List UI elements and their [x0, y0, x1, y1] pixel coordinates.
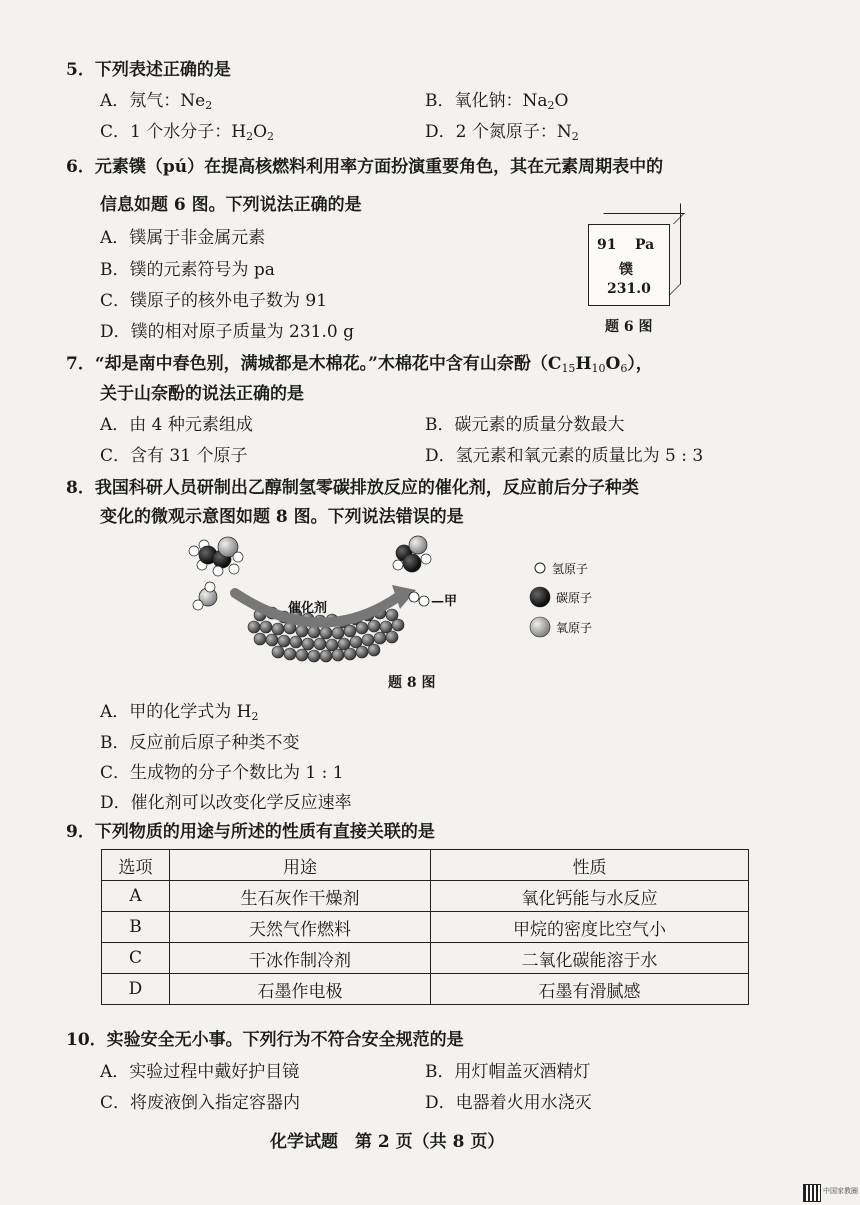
q9-stem: 9．下列物质的用途与所述的性质有直接关联的是	[66, 822, 435, 842]
table-cell: 氧化钙能与水反应	[431, 881, 749, 912]
atom-legend	[530, 562, 592, 637]
carbon-legend-icon	[530, 587, 550, 607]
table-header-row	[102, 850, 749, 881]
element-atomic-mass: 231.0	[607, 281, 651, 297]
q5-option-c: C．1 个水分子：$H_2O_2$	[100, 122, 274, 143]
q6-option-b: B．镤的元素符号为 pa	[100, 260, 275, 280]
q7-stem-line2: 关于山奈酚的说法正确的是	[100, 384, 304, 404]
table-header-property: 性质	[431, 850, 749, 881]
water-molecule	[193, 582, 217, 610]
q9-table	[101, 849, 749, 1005]
q7-option-d: D．氢元素和氧元素的质量比为 5 : 3	[425, 446, 704, 466]
element-atomic-number: 91	[597, 237, 617, 253]
qr-code-icon	[803, 1184, 821, 1202]
q8-option-d: D．催化剂可以改变化学反应速率	[100, 793, 352, 813]
q6-option-a: A．镤属于非金属元素	[100, 228, 266, 248]
page-footer: 化学试题 第 2 页（共 8 页）	[270, 1132, 505, 1152]
q5-option-d: D．2 个氮原子：$N_2$	[425, 122, 579, 143]
q8-option-a: A．甲的化学式为 $H_2$	[100, 702, 259, 723]
table-row	[102, 881, 749, 912]
q8-option-c: C．生成物的分子个数比为 1 : 1	[100, 763, 344, 783]
q5-option-a: A．氖气：$Ne_2$	[100, 91, 213, 112]
element-name: 镤	[619, 262, 633, 278]
q6-stem-line1: 6．元素镤（pú）在提高核燃料利用率方面扮演重要角色，其在元素周期表中的	[66, 157, 664, 177]
q10-option-d: D．电器着火用水浇灭	[425, 1093, 592, 1113]
product-h2-molecule	[409, 592, 429, 606]
element-card-protactinium	[588, 224, 670, 306]
figure-8-caption: 题 8 图	[388, 675, 436, 691]
q6-option-c: C．镤原子的核外电子数为 91	[100, 291, 328, 311]
watermark-text: 中国家教圈	[823, 1187, 858, 1195]
table-cell: 石墨有滑腻感	[431, 974, 749, 1005]
q6-stem-line2: 信息如题 6 图。下列说法正确的是	[100, 195, 362, 215]
q6-option-d: D．镤的相对原子质量为 231.0 g	[100, 322, 354, 342]
table-header-use: 用途	[170, 850, 431, 881]
legend-oxygen: 氧原子	[556, 621, 593, 635]
q8-option-b: B．反应前后原子种类不变	[100, 733, 300, 753]
legend-hydrogen: 氢原子	[552, 562, 589, 576]
q5-option-b: B．氧化钠：$Na_2O$	[425, 91, 569, 112]
table-cell: 干冰作制冷剂	[170, 943, 431, 974]
jia-label: —甲	[431, 594, 458, 609]
q10-option-c: C．将废液倒入指定容器内	[100, 1093, 301, 1113]
table-cell: 石墨作电极	[170, 974, 431, 1005]
table-cell: 生石灰作干燥剂	[170, 881, 431, 912]
q7-option-b: B．碳元素的质量分数最大	[425, 415, 625, 435]
legend-carbon: 碳原子	[556, 591, 593, 605]
q10-option-b: B．用灯帽盖灭酒精灯	[425, 1062, 591, 1082]
table-row	[102, 912, 749, 943]
hydrogen-legend-icon	[535, 563, 545, 573]
q8-stem-line2: 变化的微观示意图如题 8 图。下列说法错误的是	[100, 507, 464, 527]
oxygen-legend-icon	[530, 617, 550, 637]
table-cell: 甲烷的密度比空气小	[431, 912, 749, 943]
figure-6-caption: 题 6 图	[605, 319, 653, 335]
table-cell: 二氧化碳能溶于水	[431, 943, 749, 974]
element-symbol: Pa	[635, 237, 655, 253]
figure-8-diagram	[180, 535, 620, 670]
product-co2-molecule	[393, 536, 431, 572]
q10-stem: 10．实验安全无小事。下列行为不符合安全规范的是	[66, 1030, 464, 1050]
table-row	[102, 974, 749, 1005]
q8-stem-line1: 8．我国科研人员研制出乙醇制氢零碳排放反应的催化剂，反应前后分子种类	[66, 478, 639, 498]
table-cell: D	[102, 974, 170, 1005]
q5-stem: 5．下列表述正确的是	[66, 60, 231, 80]
table-cell: A	[102, 881, 170, 912]
table-cell: B	[102, 912, 170, 943]
table-cell: 天然气作燃料	[170, 912, 431, 943]
q7-option-c: C．含有 31 个原子	[100, 446, 248, 466]
q10-option-a: A．实验过程中戴好护目镜	[100, 1062, 300, 1082]
ethanol-molecule	[189, 537, 243, 576]
catalyst-label: 催化剂	[288, 601, 328, 616]
table-header-option: 选项	[102, 850, 170, 881]
table-row	[102, 943, 749, 974]
table-cell: C	[102, 943, 170, 974]
q7-stem-line1: 7．“却是南中春色别，满城都是木棉花。”木棉花中含有山奈酚$(C_{15}H_{10}O_6)$，	[66, 354, 653, 375]
q7-option-a: A．由 4 种元素组成	[100, 415, 253, 435]
